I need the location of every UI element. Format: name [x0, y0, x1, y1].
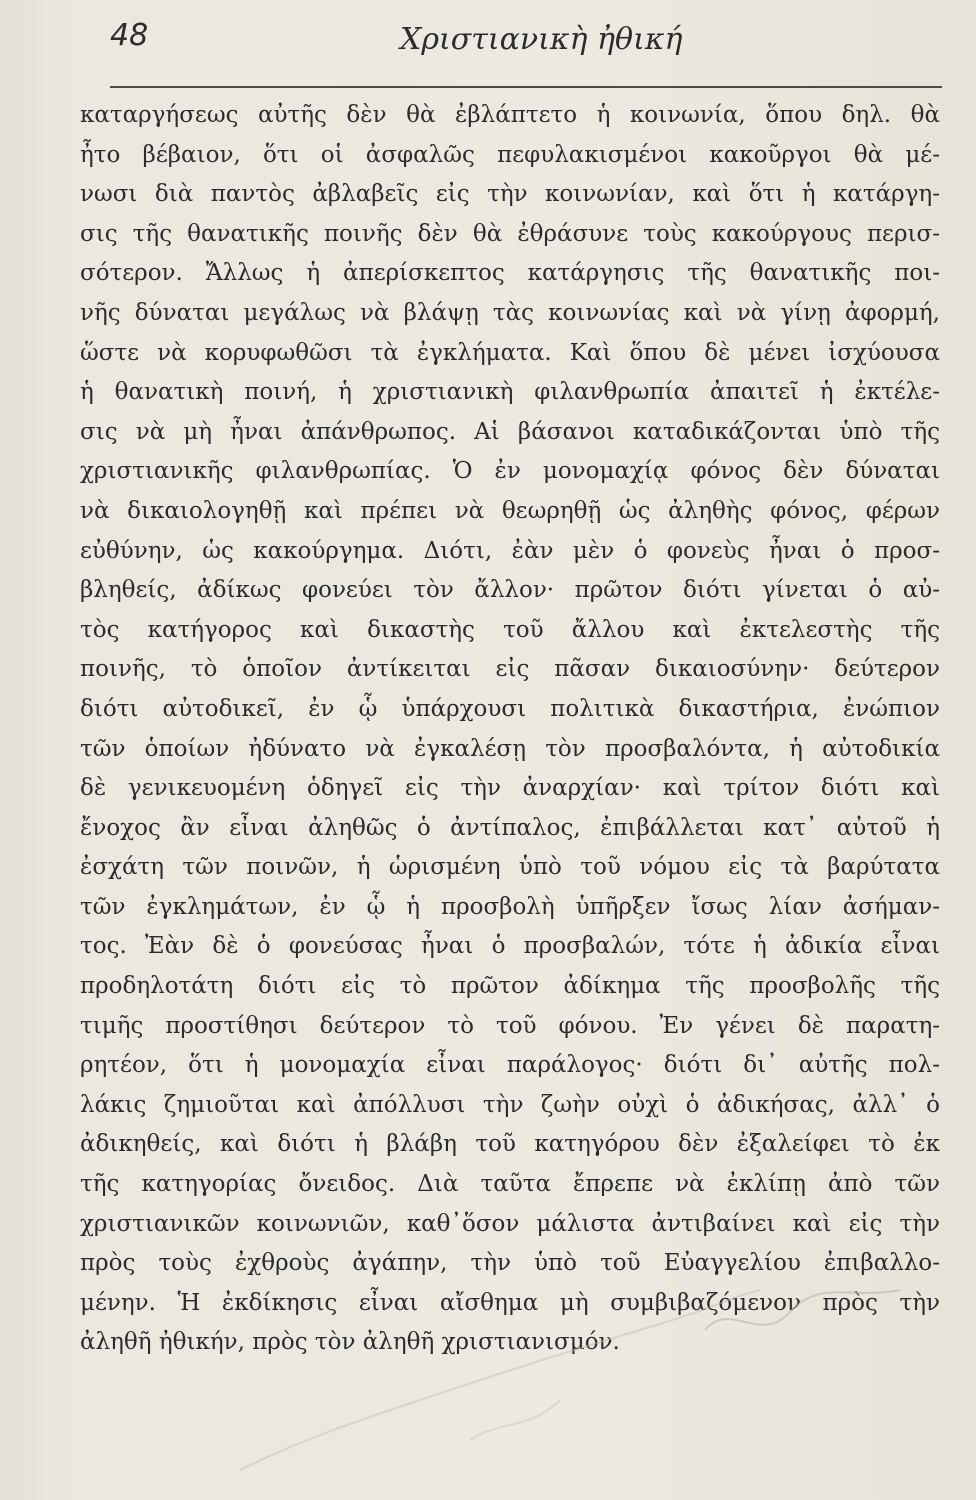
text-line: ρητέον, ὅτι ἡ μονομαχία εἶναι παράλογος· διότι δι᾽ αὐτῆς πολ- — [80, 1052, 940, 1079]
text-line: τῶν ἐγκλημάτων, ἐν ᾧ ἡ προσβολὴ ὑπῆρξεν ἴσως λίαν ἀσήμαν- — [80, 893, 940, 920]
text-line: ἦτο βέβαιον, ὅτι οἱ ἀσφαλῶς πεφυλακισμένοι κακοῦργοι θὰ μέ- — [80, 141, 940, 168]
text-line: ποινῆς, τὸ ὁποῖον ἀντίκειται εἰς πᾶσαν δικαιοσύνην· δεύτερον — [80, 656, 940, 683]
running-title: Χριστιανικὴ ἠθική — [400, 22, 683, 57]
text-line: τιμῆς προστίθησι δεύτερον τὸ τοῦ φόνου. Ἐν γένει δὲ παρατη- — [80, 1012, 940, 1039]
text-line: ἐσχάτη τῶν ποινῶν, ἡ ὡρισμένη ὑπὸ τοῦ νόμου εἰς τὰ βαρύτατα — [80, 854, 940, 881]
text-line: χριστιανικῆς φιλανθρωπίας. Ὁ ἐν μονομαχίᾳ φόνος δὲν δύναται — [80, 458, 940, 485]
text-line: ἀληθῆ ἠθικήν, πρὸς τὸν ἀληθῆ χριστιανισμόν. — [80, 1329, 620, 1356]
bleed-stroke — [470, 1400, 560, 1440]
text-line: μένην. Ἡ ἐκδίκησις εἶναι αἴσθημα μὴ συμβιβαζόμενον πρὸς τὴν — [80, 1289, 940, 1316]
text-line: δὲ γενικευομένη ὁδηγεῖ εἰς τὴν ἀναρχίαν· καὶ τρίτον διότι καὶ — [80, 775, 940, 802]
text-line: τῶν ὁποίων ἠδύνατο νὰ ἐγκαλέσῃ τὸν προσβαλόντα, ἡ αὐτοδικία — [80, 735, 940, 762]
text-line: σότερον. Ἄλλως ἡ ἀπερίσκεπτος κατάργησις τῆς θανατικῆς ποι- — [80, 260, 940, 287]
text-line: προδηλοτάτη διότι εἰς τὸ πρῶτον ἀδίκημα τῆς προσβολῆς τῆς — [80, 973, 940, 1000]
text-line: τος. Ἐὰν δὲ ὁ φονεύσας ἦναι ὁ προσβαλών, τότε ἡ ἀδικία εἶναι — [80, 933, 940, 960]
page-header — [110, 18, 930, 78]
text-line: τῆς κατηγορίας ὄνειδος. Διὰ ταῦτα ἔπρεπε νὰ ἐκλίπῃ ἀπὸ τῶν — [80, 1171, 940, 1198]
text-line: ἔνοχος ἂν εἶναι ἀληθῶς ὁ ἀντίπαλος, ἐπιβάλλεται κατ᾽ αὐτοῦ ἡ — [80, 814, 940, 841]
text-line: βληθείς, ἀδίκως φονεύει τὸν ἄλλον· πρῶτον διότι γίνεται ὁ αὐ- — [80, 577, 940, 604]
text-line: εὐθύνην, ὡς κακούργημα. Διότι, ἐὰν μὲν ὁ φονεὺς ἦναι ὁ προσ- — [80, 537, 940, 564]
text-line: ἀδικηθείς, καὶ διότι ἡ βλάβη τοῦ κατηγόρου δὲν ἐξαλείφει τὸ ἐκ — [80, 1131, 940, 1158]
page-number: 48 — [110, 18, 149, 53]
text-line: σις νὰ μὴ ἦναι ἀπάνθρωπος. Αἱ βάσανοι καταδικάζονται ὑπὸ τῆς — [80, 418, 940, 445]
text-line: ὥστε νὰ κορυφωθῶσι τὰ ἐγκλήματα. Καὶ ὅπου δὲ μένει ἰσχύουσα — [80, 339, 940, 366]
text-line: νὰ δικαιολογηθῇ καὶ πρέπει νὰ θεωρηθῇ ὡς ἀληθὴς φόνος, φέρων — [80, 497, 940, 524]
text-line: καταργήσεως αὐτῆς δὲν θὰ ἐβλάπτετο ἡ κοινωνία, ὅπου δηλ. θὰ — [80, 102, 940, 128]
header-rule — [110, 86, 942, 88]
text-line: σις τῆς θανατικῆς ποινῆς δὲν θὰ ἐθράσυνε τοὺς κακούργους περισ- — [80, 220, 940, 247]
text-line: νῆς δύναται μεγάλως νὰ βλάψῃ τὰς κοινωνίας καὶ νὰ γίνῃ ἀφορμή, — [80, 299, 940, 326]
body-text — [80, 96, 940, 1363]
text-line: τὸς κατήγορος καὶ δικαστὴς τοῦ ἄλλου καὶ ἐκτελεστὴς τῆς — [80, 616, 940, 643]
text-line: πρὸς τοὺς ἐχθροὺς ἀγάπην, τὴν ὑπὸ τοῦ Εὐαγγελίου ἐπιβαλλο- — [80, 1250, 940, 1277]
text-line: ἡ θανατικὴ ποινή, ἡ χριστιανικὴ φιλανθρωπία ἀπαιτεῖ ἡ ἐκτέλε- — [80, 379, 940, 406]
text-line: χριστιανικῶν κοινωνιῶν, καθ᾽ὅσον μάλιστα ἀντιβαίνει καὶ εἰς τὴν — [80, 1210, 940, 1237]
text-line: διότι αὐτοδικεῖ, ἐν ᾧ ὑπάρχουσι πολιτικὰ δικαστήρια, ἐνώπιον — [80, 695, 940, 722]
text-line: νωσι διὰ παντὸς ἀβλαβεῖς εἰς τὴν κοινωνίαν, καὶ ὅτι ἡ κατάργη- — [80, 181, 940, 208]
text-line: λάκις ζημιοῦται καὶ ἀπόλλυσι τὴν ζωὴν οὐχὶ ὁ ἀδικήσας, ἀλλ᾽ ὁ — [80, 1091, 940, 1118]
